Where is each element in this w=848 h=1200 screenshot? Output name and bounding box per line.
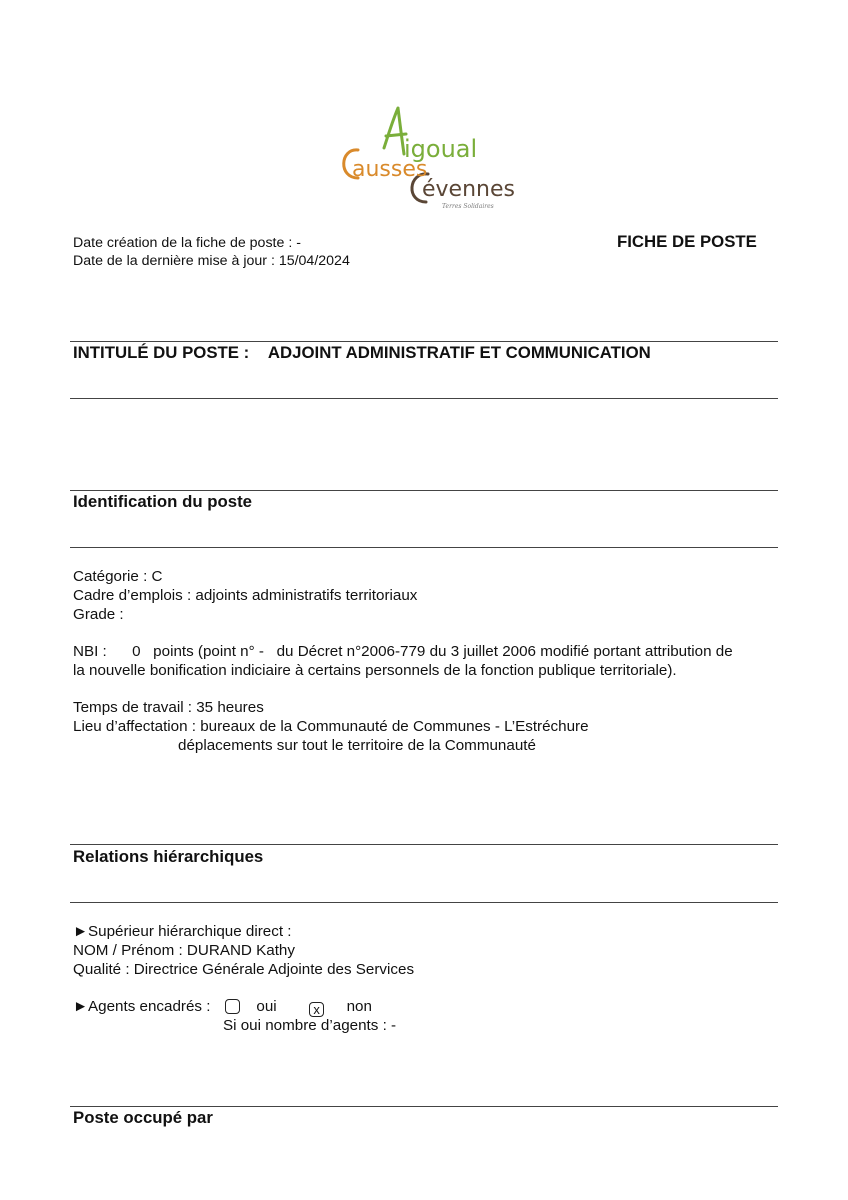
logo <box>336 102 516 214</box>
nbi-line-1: NBI : 0 points (point n° - du Décret n°2006-779 du 3 juillet 2006 modifié portant attribution de <box>73 643 733 660</box>
date-creation: Date création de la fiche de poste : - <box>73 235 301 251</box>
intitule-label: INTITULÉ DU POSTE : <box>73 343 250 362</box>
section-heading-relations: Relations hiérarchiques <box>73 847 264 866</box>
logo-aigoual: igoual <box>404 135 478 163</box>
categorie: Catégorie : C <box>73 568 163 585</box>
divider <box>70 490 778 491</box>
agents-encadres-label: ►Agents encadrés : <box>73 998 211 1015</box>
qualite: Qualité : Directrice Générale Adjointe des Services <box>73 961 415 978</box>
non-checkmark: x <box>313 1002 320 1017</box>
section-heading-poste-occupe: Poste occupé par <box>73 1108 213 1127</box>
document-title: FICHE DE POSTE <box>617 232 757 251</box>
intitule-du-poste <box>73 343 651 363</box>
divider <box>70 1106 778 1107</box>
oui-checkbox[interactable] <box>225 999 240 1014</box>
divider <box>70 547 778 548</box>
temps-de-travail: Temps de travail : 35 heures <box>73 699 264 716</box>
logo-tagline: Terres Solidaires <box>442 203 494 210</box>
nombre-agents: Si oui nombre d’agents : - <box>223 1017 397 1034</box>
agents-encadres-row <box>73 997 372 1017</box>
lieu-affectation: Lieu d’affectation : bureaux de la Communauté de Communes - L’Estréchure <box>73 718 589 735</box>
divider <box>70 341 778 342</box>
deplacements: déplacements sur tout le territoire de la Communauté <box>178 737 536 754</box>
logo-cevennes: évennes <box>422 177 515 202</box>
nom-prenom: NOM / Prénom : DURAND Kathy <box>73 942 295 959</box>
non-checkbox[interactable] <box>309 1002 324 1017</box>
divider <box>70 844 778 845</box>
intitule-value: ADJOINT ADMINISTRATIF ET COMMUNICATION <box>267 343 651 362</box>
cadre-emplois: Cadre d’emplois : adjoints administratifs territoriaux <box>73 587 418 604</box>
divider <box>70 398 778 399</box>
logo-graphic <box>336 102 516 214</box>
date-mise-a-jour: Date de la dernière mise à jour : 15/04/2024 <box>73 253 350 269</box>
section-heading-identification: Identification du poste <box>73 492 252 511</box>
nbi-line-2: la nouvelle bonification indiciaire à certains personnels de la fonction publique territoriale). <box>73 662 677 679</box>
grade: Grade : <box>73 606 124 623</box>
non-label: non <box>346 998 372 1015</box>
divider <box>70 902 778 903</box>
oui-label: oui <box>256 998 277 1015</box>
superieur-hierarchique: ►Supérieur hiérarchique direct : <box>73 923 292 940</box>
logo-causses: ausses <box>352 157 428 182</box>
